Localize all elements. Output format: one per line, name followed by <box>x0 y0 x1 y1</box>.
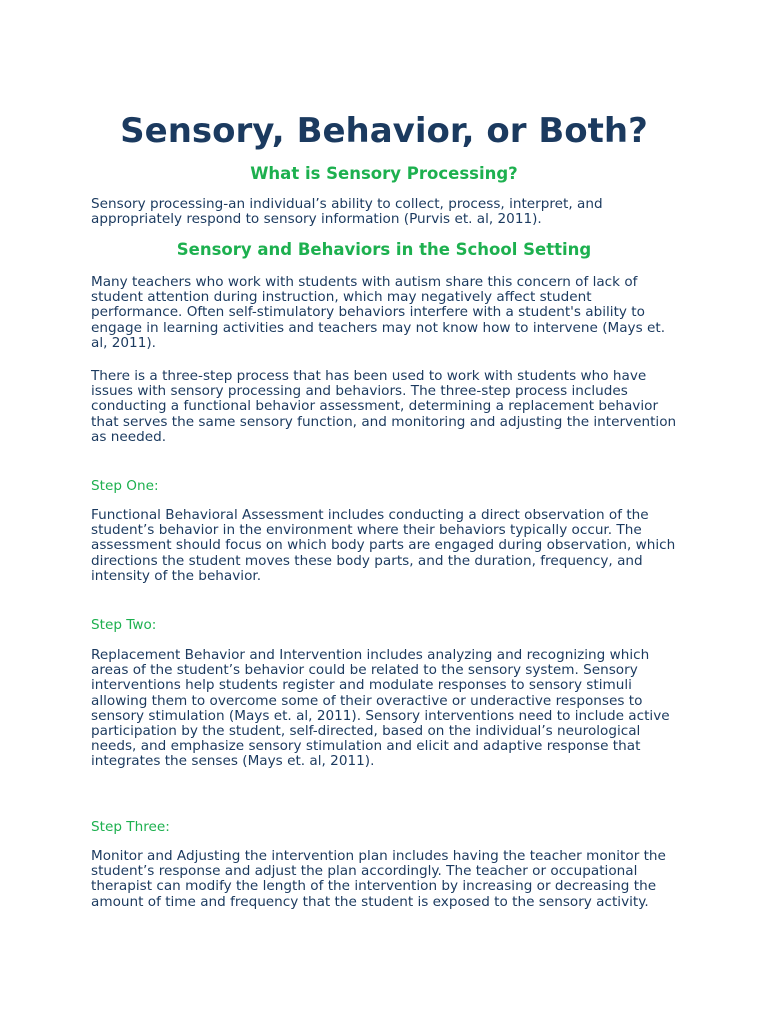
school-setting-paragraph-2: There is a three-step process that has been used to work with students who have issues with sensory processing and behaviors. The three-step process includes conducting a functional behavior assessment, determining a replacement behavior that serves the same sensory function, and monitoring and adjusting the intervention as needed. <box>91 368 677 445</box>
step-three-label: Step Three: <box>91 819 170 835</box>
school-setting-paragraph-1: Many teachers who work with students with autism share this concern of lack of student attention during instruction, which may negatively affect student performance. Often self-stimulatory behaviors interfere with a student's ability to engage in learning activities and teachers may not know how to intervene (Mays et. al, 2011). <box>91 274 666 351</box>
sensory-processing-definition: Sensory processing-an individual’s ability to collect, process, interpret, and appropriately respond to sensory information (Purvis et. al, 2011). <box>91 196 603 228</box>
step-two-text: Replacement Behavior and Intervention includes analyzing and recognizing which areas of the student’s behavior could be related to the sensory system. Sensory interventions help students register and modulate responses to sensory stimuli allowing them to overcome some of their overactive or underactive responses to sensory stimulation (Mays et. al, 2011). Sensory interventions need to include active participation by the student, self-directed, based on the individual’s neurological needs, and emphasize sensory stimulation and elicit and adaptive response that integrates the senses (Mays et. al, 2011). <box>91 647 670 770</box>
section-heading-school-setting: Sensory and Behaviors in the School Setting <box>176 240 592 259</box>
step-one-label: Step One: <box>91 478 159 494</box>
document-title: Sensory, Behavior, or Both? <box>120 111 648 151</box>
step-two-label: Step Two: <box>91 617 157 633</box>
section-heading-sensory-processing: What is Sensory Processing? <box>250 164 518 183</box>
step-one-text: Functional Behavioral Assessment includes conducting a direct observation of the student’s behavior in the environment where their behaviors typically occur. The assessment should focus on which body parts are engaged during observation, which directions the student moves these body parts, and the duration, frequency, and intensity of the behavior. <box>91 507 676 584</box>
step-three-text: Monitor and Adjusting the intervention plan includes having the teacher monitor the student’s response and adjust the plan accordingly. The teacher or occupational therapist can modify the length of the intervention by increasing or decreasing the amount of time and frequency that the student is exposed to the sensory activity. <box>91 848 666 910</box>
